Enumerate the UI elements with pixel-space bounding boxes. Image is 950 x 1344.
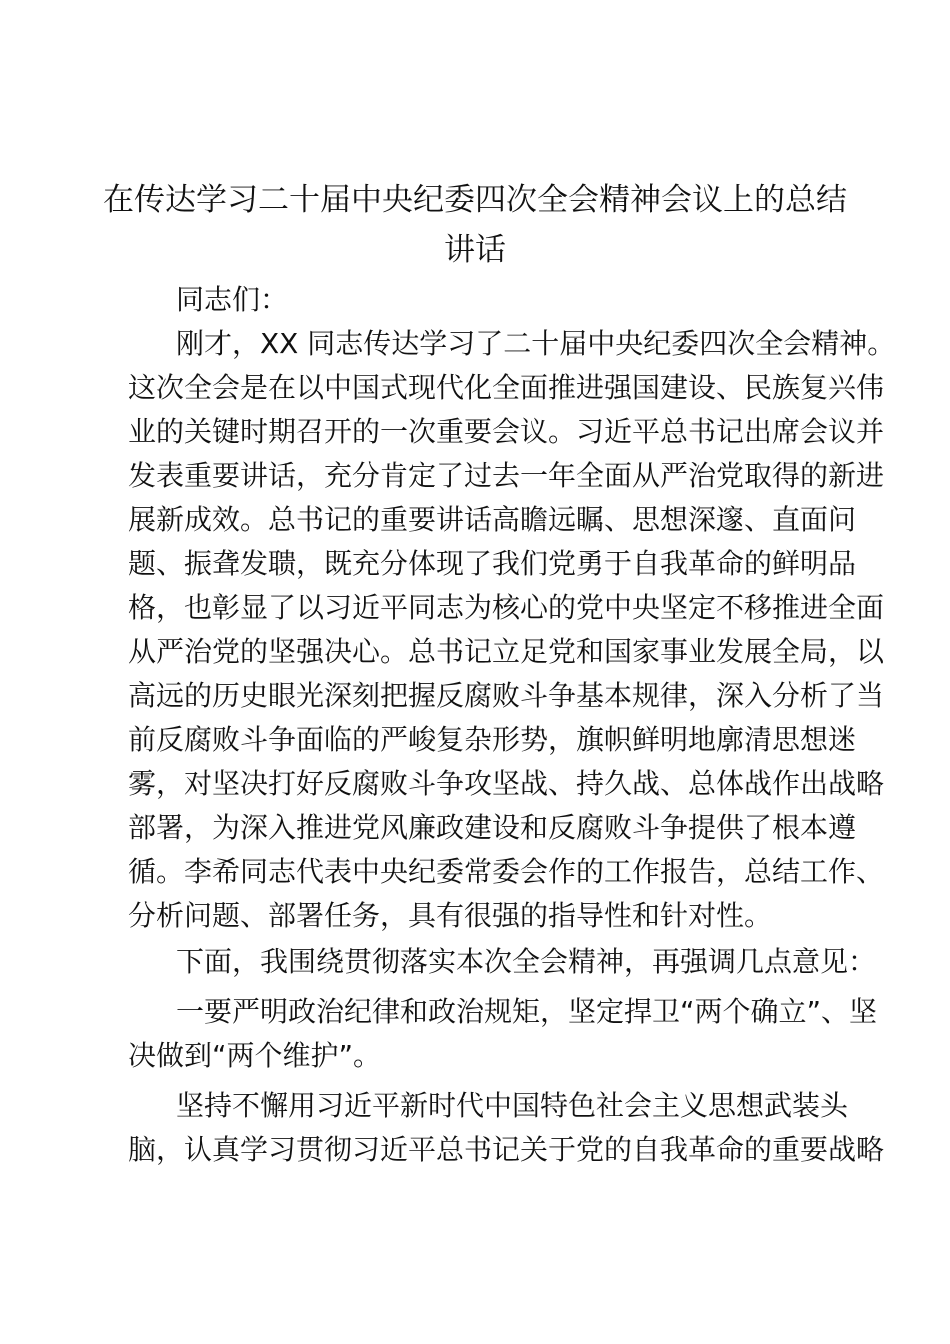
body-line: 发表重要讲话，充分肯定了过去一年全面从严治党取得的新进 [128, 459, 885, 492]
point-one-line: 一要严明政治纪律和政治规矩，坚定捍卫“两个确立”、坚 [176, 995, 878, 1028]
body-line: 分析问题、部署任务，具有很强的指导性和针对性。 [128, 899, 773, 932]
body-line: 这次全会是在以中国式现代化全面推进强国建设、民族复兴伟 [128, 371, 885, 404]
body-line: 格，也彰显了以习近平同志为核心的党中央坚定不移推进全面 [128, 591, 885, 624]
body-line: 从严治党的坚强决心。总书记立足党和国家事业发展全局，以 [128, 635, 885, 668]
body-line: 展新成效。总书记的重要讲话高瞻远瞩、思想深邃、直面问 [128, 503, 857, 536]
transition-line: 下面，我围绕贯彻落实本次全会精神，再强调几点意见： [176, 945, 877, 978]
paragraph-line: 脑，认真学习贯彻习近平总书记关于党的自我革命的重要战略 [128, 1133, 885, 1166]
document-title-line-2: 讲话 [444, 232, 506, 268]
body-line: 部署，为深入推进党风廉政建设和反腐败斗争提供了根本遵 [128, 811, 857, 844]
greeting: 同志们： [176, 283, 289, 316]
body-line: 高远的历史眼光深刻把握反腐败斗争基本规律，深入分析了当 [128, 679, 885, 712]
paragraph-line: 坚持不懈用习近平新时代中国特色社会主义思想武装头 [176, 1089, 849, 1122]
body-line: 前反腐败斗争面临的严峻复杂形势，旗帜鲜明地廓清思想迷 [128, 723, 857, 756]
body-line: 雾，对坚决打好反腐败斗争攻坚战、持久战、总体战作出战略 [128, 767, 885, 800]
body-line: 业的关键时期召开的一次重要会议。习近平总书记出席会议并 [128, 415, 885, 448]
body-line: 刚才，XX 同志传达学习了二十届中央纪委四次全会精神。 [176, 327, 896, 360]
body-line: 题、振聋发聩，既充分体现了我们党勇于自我革命的鲜明品 [128, 547, 857, 580]
point-one-line: 决做到“两个维护”。 [128, 1039, 382, 1072]
body-line: 循。李希同志代表中央纪委常委会作的工作报告，总结工作、 [128, 855, 885, 888]
document-title-line-1: 在传达学习二十届中央纪委四次全会精神会议上的总结 [103, 182, 847, 218]
